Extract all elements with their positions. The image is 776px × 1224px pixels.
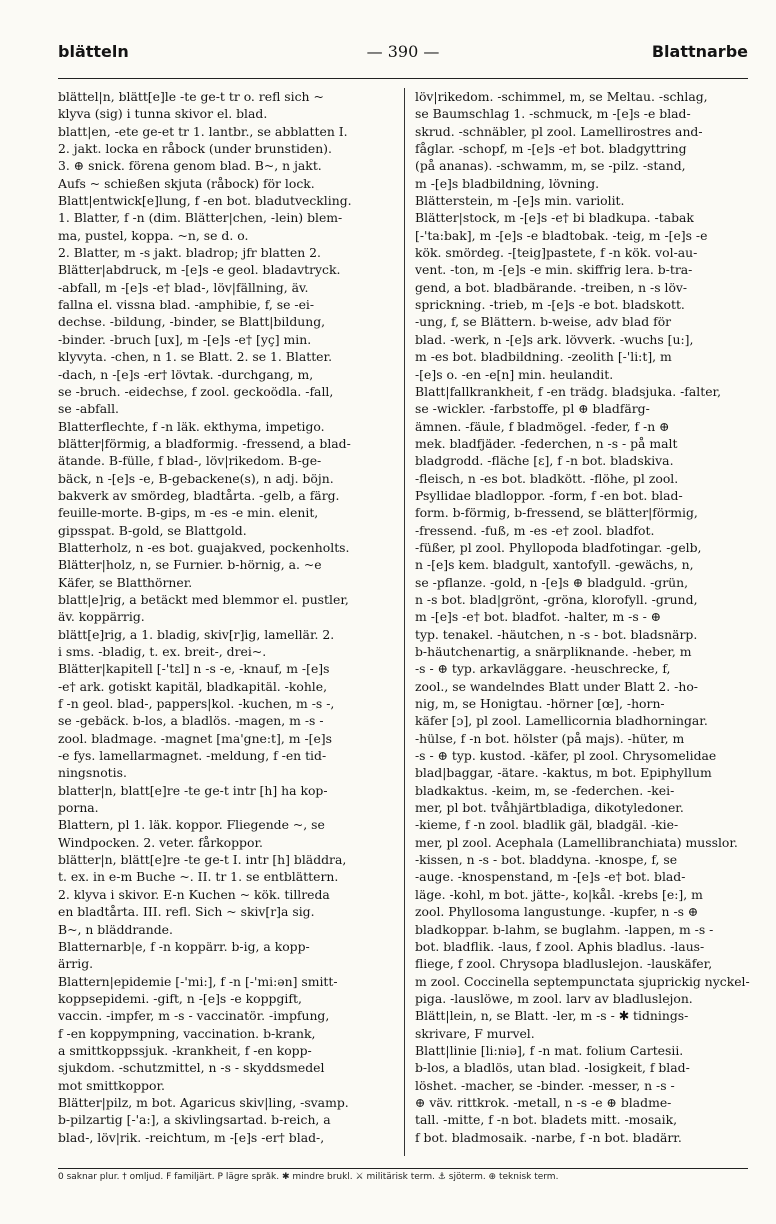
dictionary-line: löshet. -macher, se -binder. -messer, n -s - bbox=[415, 1077, 675, 1093]
dictionary-line: n -[e]s kem. bladgult, xantofyll. -gewächs, n, bbox=[415, 557, 694, 573]
dictionary-line: ärrig. bbox=[58, 956, 94, 972]
dictionary-line: Blatternarb|e, f -n koppärr. b-ig, a kopp- bbox=[58, 938, 310, 954]
dictionary-line: bladkoppar. b-lahm, se buglahm. -lappen, m -s - bbox=[415, 921, 714, 937]
dictionary-line: m -[e]s bladbildning, lövning. bbox=[415, 175, 600, 191]
dictionary-line: ⊕ väv. rittkrok. -metall, n -s -e ⊕ bladme- bbox=[415, 1094, 672, 1110]
dictionary-line: a smittkoppssjuk. -krankheit, f -en kopp- bbox=[58, 1042, 312, 1058]
dictionary-line: Windpocken. 2. veter. fårkoppor. bbox=[58, 834, 263, 850]
dictionary-line: Blätt|lein, n, se Blatt. -ler, m -s - ✱ tidnings- bbox=[415, 1008, 689, 1024]
header-guide-word-left: blätteln bbox=[58, 42, 129, 61]
dictionary-line: -fressend. -fuß, m -es -e† zool. bladfot. bbox=[415, 522, 655, 538]
dictionary-line: m -es bot. bladbildning. -zeolith [-'li:t], m bbox=[415, 349, 672, 365]
dictionary-line: Blattern, pl 1. läk. koppor. Fliegende ~, se bbox=[58, 817, 325, 833]
dictionary-line: -e fys. lamellarmagnet. -meldung, f -en tid- bbox=[58, 748, 327, 764]
page-number: — 390 — bbox=[366, 42, 440, 61]
dictionary-line: m -[e]s -e† bot. bladfot. -halter, m -s - ⊕ bbox=[415, 609, 662, 625]
dictionary-line: löv|rikedom. -schimmel, m, se Meltau. -schlag, bbox=[415, 89, 708, 104]
dictionary-line: 2. klyva i skivor. E-n Kuchen ~ kök. tillreda bbox=[58, 886, 330, 902]
dictionary-line: Blätter|abdruck, m -[e]s -e geol. bladavtryck. bbox=[58, 262, 341, 278]
dictionary-line: Blätter|kapitell [-'tɛl] n -s -e, -knauf, m -[e]s bbox=[58, 661, 330, 677]
dictionary-line: Blatt|fallkrankheit, f -en trädg. bladsjuka. -falter, bbox=[415, 383, 722, 399]
dictionary-line: bakverk av smördeg, bladtårta. -gelb, a färg. bbox=[58, 487, 340, 503]
dictionary-line: Blatterholz, n -es bot. guajakved, pockenholts. bbox=[58, 539, 350, 555]
running-header bbox=[58, 36, 748, 76]
dictionary-line: blad. -werk, n -[e]s ark. lövverk. -wuchs [u:], bbox=[415, 331, 694, 347]
dictionary-line: b-häutchenartig, a snärpliknande. -heber, m bbox=[415, 644, 692, 659]
dictionary-line: porna. bbox=[58, 800, 99, 816]
dictionary-line: [-'ta:bak], m -[e]s -e bladtobak. -teig, m -[e]s -e bbox=[415, 227, 708, 243]
dictionary-line: mot smittkoppor. bbox=[58, 1077, 165, 1093]
right-column bbox=[415, 88, 750, 1158]
dictionary-line: zool. Phyllosoma langustunge. -kupfer, n -s ⊕ bbox=[415, 904, 699, 920]
dictionary-line: blatt|en, -ete ge-et tr 1. lantbr., se abblatten I. bbox=[58, 123, 348, 139]
dictionary-line: -füßer, pl zool. Phyllopoda bladfotingar. -gelb, bbox=[415, 539, 702, 555]
column-divider bbox=[404, 88, 405, 1156]
dictionary-line: -s - ⊕ typ. kustod. -käfer, pl zool. Chrysomelidae bbox=[415, 748, 717, 764]
dictionary-line: -ung, f, se Blättern. b-weise, adv blad för bbox=[415, 314, 672, 330]
dictionary-line: m zool. Coccinella septempunctata sjuprickig nyckel- bbox=[415, 973, 750, 989]
dictionary-line: b-pilzartig [-'a:], a skivlingsartad. b-reich, a bbox=[58, 1112, 331, 1128]
dictionary-line: blätter|förmig, a bladformig. -fressend, a blad- bbox=[58, 435, 351, 451]
dictionary-line: Blattern|epidemie [-'mi:], f -n [-'mi:ən] smitt- bbox=[58, 973, 338, 989]
dictionary-line: gend, a bot. bladbärande. -treiben, n -s löv- bbox=[415, 279, 688, 295]
dictionary-line: ämnen. -fäule, f bladmögel. -feder, f -n ⊕ bbox=[415, 418, 670, 434]
dictionary-line: -kieme, f -n zool. bladlik gäl, bladgäl. -kie- bbox=[415, 817, 679, 833]
dictionary-line: bladgrodd. -fläche [ɛ], f -n bot. bladskiva. bbox=[415, 453, 674, 469]
dictionary-line: -s - ⊕ typ. arkavläggare. -heuschrecke, f, bbox=[415, 661, 671, 677]
abbreviation-legend: 0 saknar plur. † omljud. F familjärt. P lägre språk. ✱ mindre brukl. ⚔ militärisk term. ⚓ sjöterm. ⊕ teknisk term. bbox=[58, 1172, 559, 1182]
dictionary-line: bot. bladflik. -laus, f zool. Aphis bladlus. -laus- bbox=[415, 938, 705, 954]
dictionary-line: se -pflanze. -gold, n -[e]s ⊕ bladguld. -grün, bbox=[415, 574, 689, 590]
dictionary-line: -e† ark. gotiskt kapitäl, bladkapitäl. -kohle, bbox=[58, 678, 328, 694]
dictionary-line: blatter|n, blatt[e]re -te ge-t intr [h] ha kop- bbox=[58, 782, 328, 798]
dictionary-line: t. ex. in e-m Buche ~. II. tr 1. se entblättern. bbox=[58, 869, 339, 885]
dictionary-line: form. b-förmig, b-fressend, se blätter|förmig, bbox=[415, 505, 698, 521]
dictionary-line: Käfer, se Blatthörner. bbox=[58, 574, 193, 590]
dictionary-line: -[e]s o. -en -e[n] min. heulandit. bbox=[415, 366, 614, 382]
dictionary-line: ningsnotis. bbox=[58, 765, 127, 781]
dictionary-line: sprickning. -trieb, m -[e]s -e bot. bladskott. bbox=[415, 297, 685, 313]
dictionary-line: mek. bladfjäder. -federchen, n -s - på malt bbox=[415, 435, 678, 451]
dictionary-line: fliege, f zool. Chrysopa bladluslejon. -lauskäfer, bbox=[415, 956, 713, 972]
dictionary-line: se -gebäck. b-los, a bladlös. -magen, m -s - bbox=[58, 713, 324, 729]
dictionary-line: -dach, n -[e]s -er† lövtak. -durchgang, m, bbox=[58, 366, 314, 382]
dictionary-line: -binder. -bruch [ux], m -[e]s -e† [yç] min. bbox=[58, 331, 312, 347]
dictionary-line: mer, pl zool. Acephala (Lamellibranchiata) musslor. bbox=[415, 834, 738, 850]
dictionary-line: feuille-morte. B-gips, m -es -e min. elenit, bbox=[58, 505, 319, 521]
dictionary-line: fallna el. vissna blad. -amphibie, f, se -ei- bbox=[58, 297, 315, 313]
left-column bbox=[58, 88, 393, 1158]
dictionary-line: dechse. -bildung, -binder, se Blatt|bildung, bbox=[58, 314, 326, 330]
dictionary-line: skrud. -schnäbler, pl zool. Lamellirostres and- bbox=[415, 123, 703, 139]
dictionary-line: Psyllidae bladloppor. -form, f -en bot. blad- bbox=[415, 487, 683, 503]
dictionary-line: se -wickler. -farbstoffe, pl ⊕ bladfärg- bbox=[415, 401, 650, 417]
dictionary-line: blätter|n, blätt[e]re -te ge-t I. intr [h] bläddra, bbox=[58, 852, 347, 868]
header-guide-word-right: Blattnarbe bbox=[651, 42, 748, 61]
dictionary-line: klyva (sig) i tunna skivor el. blad. bbox=[58, 106, 268, 122]
dictionary-line: klyvyta. -chen, n 1. se Blatt. 2. se 1. Blatter. bbox=[58, 349, 333, 365]
dictionary-line: 2. Blatter, m -s jakt. bladrop; jfr blatten 2. bbox=[58, 245, 321, 261]
dictionary-line: -abfall, m -[e]s -e† blad-, löv|fällning, äv. bbox=[58, 279, 309, 295]
dictionary-line: Blatterflechte, f -n läk. ekthyma, impetigo. bbox=[58, 418, 325, 434]
dictionary-line: skrivare, F murvel. bbox=[415, 1025, 535, 1041]
dictionary-line: Blatt|entwick[e]lung, f -en bot. bladutveckling. bbox=[58, 193, 352, 209]
dictionary-line: Aufs ~ schießen skjuta (råbock) för lock. bbox=[58, 175, 315, 191]
dictionary-line: b-los, a bladlös, utan blad. -losigkeit, f blad- bbox=[415, 1060, 690, 1076]
dictionary-line: n -s bot. blad|grönt, -gröna, klorofyll. -grund, bbox=[415, 591, 698, 607]
dictionary-line: Blätterstein, m -[e]s min. variolit. bbox=[415, 193, 625, 209]
dictionary-line: koppsepidemi. -gift, n -[e]s -e koppgift, bbox=[58, 990, 302, 1006]
dictionary-line: bäck, n -[e]s -e, B-gebackene(s), n adj. böjn. bbox=[58, 470, 334, 486]
dictionary-line: Blätter|pilz, m bot. Agaricus skiv|ling, -svamp. bbox=[58, 1094, 349, 1110]
dictionary-line: vaccin. -impfer, m -s - vaccinatör. -impfung, bbox=[58, 1008, 330, 1024]
dictionary-line: gipsspat. B-gold, se Blattgold. bbox=[58, 522, 247, 538]
dictionary-line: se Baumschlag 1. -schmuck, m -[e]s -e blad- bbox=[415, 106, 691, 122]
dictionary-line: vent. -ton, m -[e]s -e min. skiffrig lera. b-tra- bbox=[415, 262, 693, 278]
dictionary-line: blad-, löv|rik. -reichtum, m -[e]s -er† blad-, bbox=[58, 1129, 325, 1145]
dictionary-line: B~, n bläddrande. bbox=[58, 921, 173, 937]
dictionary-line: tall. -mitte, f -n bot. bladets mitt. -mosaik, bbox=[415, 1112, 678, 1128]
dictionary-line: zool., se wandelndes Blatt under Blatt 2. -ho- bbox=[415, 678, 698, 694]
dictionary-line: zool. bladmage. -magnet [ma'gne:t], m -[e]s bbox=[58, 730, 332, 746]
dictionary-line: 2. jakt. locka en råbock (under brunstiden). bbox=[58, 141, 332, 157]
dictionary-line: mer, pl bot. tvåhjärtbladiga, dikotyledoner. bbox=[415, 800, 684, 816]
header-rule bbox=[58, 78, 748, 79]
dictionary-line: -kissen, n -s - bot. bladdyna. -knospe, f, se bbox=[415, 852, 678, 868]
dictionary-line: ma, pustel, koppa. ~n, se d. o. bbox=[58, 227, 249, 243]
dictionary-line: i sms. -bladig, t. ex. breit-, drei~. bbox=[58, 644, 267, 659]
dictionary-line: f -en koppympning, vaccination. b-krank, bbox=[58, 1025, 316, 1041]
dictionary-line: läge. -kohl, m bot. jätte-, ko|kål. -krebs [e:], m bbox=[415, 886, 703, 902]
dictionary-line: en bladtårta. III. refl. Sich ~ skiv[r]a sig. bbox=[58, 904, 315, 920]
footer-rule bbox=[58, 1168, 748, 1169]
dictionary-line: kök. smördeg. -[teig]pastete, f -n kök. vol-au- bbox=[415, 245, 698, 261]
dictionary-line: Blatt|linie [li:niə], f -n mat. folium Cartesii. bbox=[415, 1042, 684, 1058]
dictionary-line: (på ananas). -schwamm, m, se -pilz. -stand, bbox=[415, 158, 686, 174]
dictionary-line: blad|baggar, -ätare. -kaktus, m bot. Epiphyllum bbox=[415, 765, 712, 781]
dictionary-line: nig, m, se Honigtau. -hörner [œ], -horn- bbox=[415, 696, 665, 712]
dictionary-line: 3. ⊕ snick. förena genom blad. B~, n jakt. bbox=[58, 158, 322, 174]
dictionary-line: ätande. B-fülle, f blad-, löv|rikedom. B-ge- bbox=[58, 453, 322, 469]
dictionary-line: piga. -lauslöwe, m zool. larv av bladluslejon. bbox=[415, 990, 693, 1006]
dictionary-line: äv. koppärrig. bbox=[58, 609, 145, 625]
dictionary-line: -fleisch, n -es bot. bladkött. -flöhe, pl zool. bbox=[415, 470, 679, 486]
dictionary-line: blätt[e]rig, a 1. bladig, skiv[r]ig, lamellär. 2. bbox=[58, 626, 335, 642]
dictionary-line: sjukdom. -schutzmittel, n -s - skyddsmedel bbox=[58, 1060, 325, 1076]
dictionary-line: blättel|n, blätt[e]le -te ge-t tr o. refl sich ~ bbox=[58, 89, 324, 104]
dictionary-line: se -abfall. bbox=[58, 401, 119, 417]
dictionary-line: blatt|e]rig, a betäckt med blemmor el. pustler, bbox=[58, 591, 349, 607]
dictionary-line: bladkaktus. -keim, m, se -federchen. -kei- bbox=[415, 782, 675, 798]
dictionary-line: f bot. bladmosaik. -narbe, f -n bot. bladärr. bbox=[415, 1129, 682, 1145]
dictionary-line: 1. Blatter, f -n (dim. Blätter|chen, -lein) blem- bbox=[58, 210, 343, 226]
dictionary-line: fåglar. -schopf, m -[e]s -e† bot. bladgyttring bbox=[415, 141, 687, 157]
dictionary-line: f -n geol. blad-, pappers|kol. -kuchen, m -s -, bbox=[58, 696, 335, 712]
dictionary-line: -hülse, f -n bot. hölster (på majs). -hüter, m bbox=[415, 730, 685, 746]
dictionary-line: käfer [ɔ], pl zool. Lamellicornia bladhorningar. bbox=[415, 713, 708, 729]
dictionary-line: Blätter|stock, m -[e]s -e† bi bladkupa. -tabak bbox=[415, 210, 694, 226]
dictionary-line: -auge. -knospenstand, m -[e]s -e† bot. blad- bbox=[415, 869, 686, 885]
dictionary-line: Blätter|holz, n, se Furnier. b-hörnig, a. ~e bbox=[58, 557, 322, 573]
dictionary-line: typ. tenakel. -häutchen, n -s - bot. bladsnärp. bbox=[415, 626, 698, 642]
dictionary-line: se -bruch. -eidechse, f zool. geckoödla. -fall, bbox=[58, 383, 334, 399]
